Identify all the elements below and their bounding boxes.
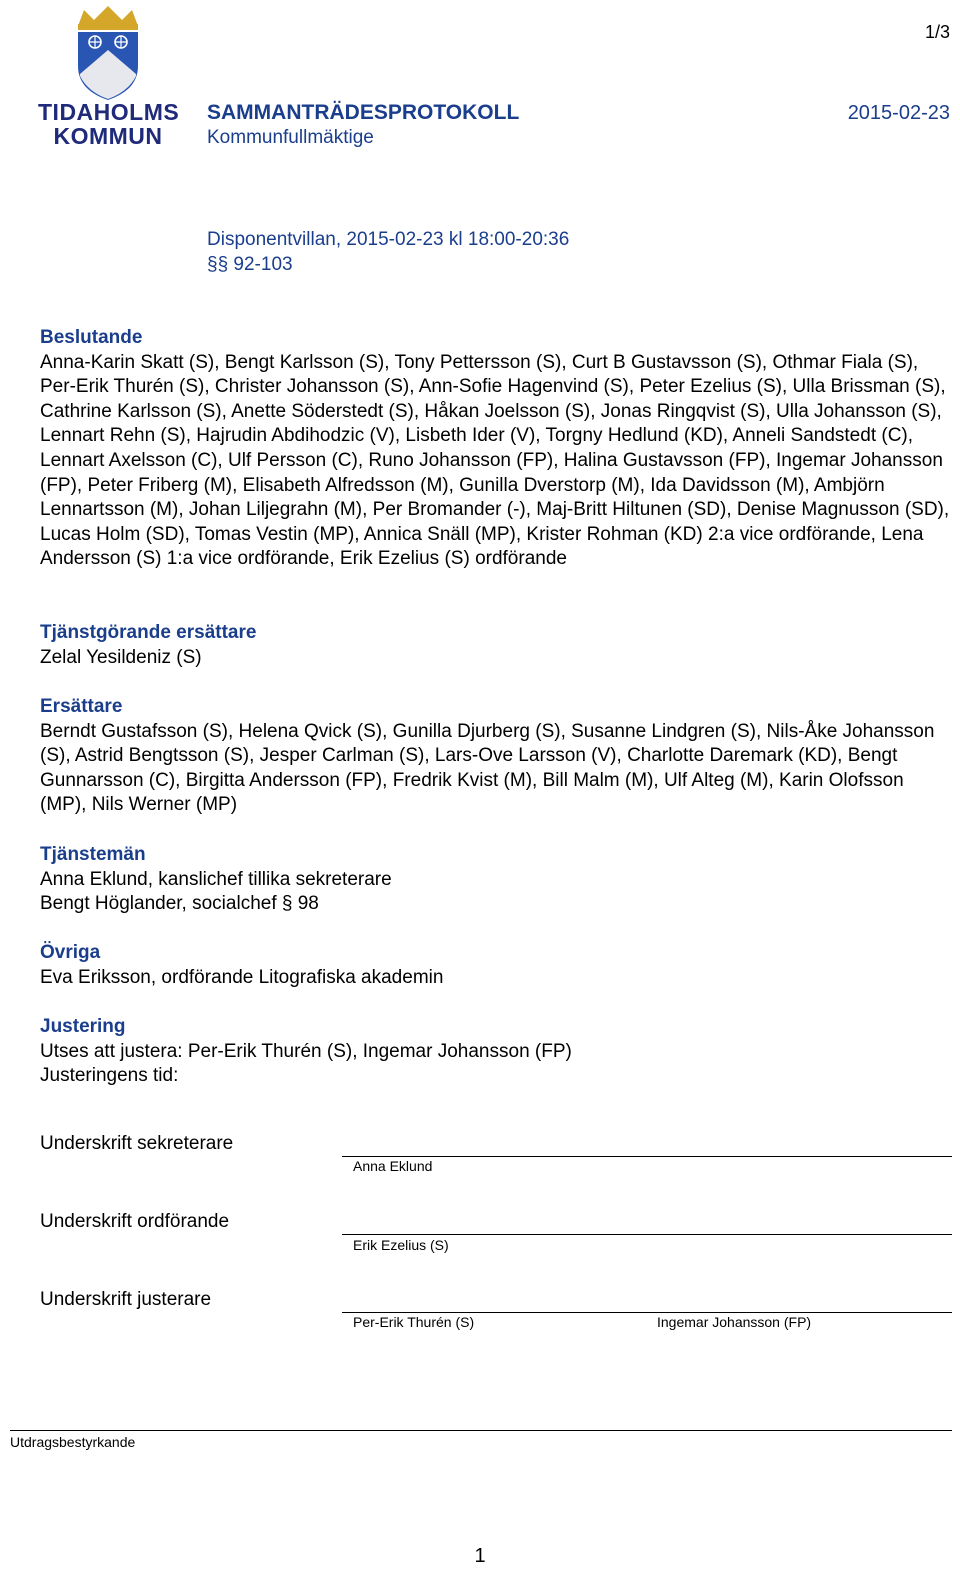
section-justering [40, 1015, 952, 1089]
section-heading: Övriga [40, 942, 101, 963]
secretary-signature-label: Underskrift sekreterare [40, 1133, 234, 1154]
section-text: Eva Eriksson, ordförande Litografiska akademin [40, 966, 444, 988]
footer-label: Utdragsbestyrkande [10, 1434, 136, 1450]
secretary-signature-line [342, 1156, 952, 1157]
document-title: SAMMANTRÄDESPROTOKOLL [207, 101, 520, 124]
footer-page-number: 1 [474, 1545, 486, 1567]
page-indicator: 1/3 [924, 22, 950, 42]
section-tjanstemen [40, 843, 952, 917]
section-ovriga [40, 941, 952, 990]
section-heading: Tjänstgörande ersättare [40, 622, 257, 643]
coat-of-arms-icon [38, 4, 178, 104]
chair-signature-line [342, 1234, 952, 1235]
section-tjanstgorande [40, 621, 952, 670]
logo-text-line2: KOMMUN [53, 123, 163, 149]
section-heading: Tjänstemän [40, 844, 146, 865]
adjuster-name-2: Ingemar Johansson (FP) [657, 1314, 812, 1330]
section-ersattare [40, 695, 952, 818]
section-heading: Ersättare [40, 696, 123, 717]
section-line: Justeringens tid: [40, 1065, 179, 1087]
section-line: Anna Eklund, kanslichef tillika sekreterare [40, 868, 392, 890]
section-line: Utses att justera: Per-Erik Thurén (S), Ingemar Johansson (FP) [40, 1040, 572, 1062]
adjuster-signature-label: Underskrift justerare [40, 1289, 212, 1310]
chair-signature-label: Underskrift ordförande [40, 1211, 230, 1232]
adjuster-signature-line [342, 1312, 952, 1313]
document-subtitle: Kommunfullmäktige [207, 127, 374, 148]
meeting-place-time: Disponentvillan, 2015-02-23 kl 18:00-20:36 [207, 229, 570, 250]
section-text: Berndt Gustafsson (S), Helena Qvick (S), Gunilla Djurberg (S), Susanne Lindgren (S), Nils-Åke Johansson (S), Astrid Bengtsson (S), Jesper Carlman (S), Lars-Ove Larsson (V), Charlotte Daremark (KD), Bengt Gunnarsson (C), Birgitta Andersson (FP), Fredrik Kvist (M), Bill Malm (M), Ulf Alteg (M), Karin Olofsson (MP), Nils Werner (MP) [40, 720, 935, 816]
meeting-paragraphs: §§ 92-103 [207, 254, 293, 275]
logo-text-line1: TIDAHOLMS [38, 99, 180, 125]
section-text: Zelal Yesildeniz (S) [40, 646, 202, 668]
document-date: 2015-02-23 [847, 102, 950, 124]
section-line: Bengt Höglander, socialchef § 98 [40, 893, 319, 915]
footer-line [10, 1430, 952, 1431]
secretary-name: Anna Eklund [353, 1158, 433, 1174]
section-heading: Justering [40, 1016, 126, 1037]
chair-name: Erik Ezelius (S) [353, 1237, 449, 1253]
section-beslutande [40, 326, 952, 572]
section-text: Anna-Karin Skatt (S), Bengt Karlsson (S), Tony Pettersson (S), Curt B Gustavsson (S), Othmar Fiala (S), Per-Erik Thurén (S), Christer Johansson (S), Ann-Sofie Hagenvind (S), Peter Ezelius (S), Ulla Brissman (S), Cathrine Karlsson (S), Anette Söderstedt (S), Håkan Joelsson (S), Jonas Ringqvist (S), Ulla Johansson (S), Lennart Rehn (S), Hajrudin Abdihodzic (V), Lisbeth Ider (V), Torgny Hedlund (KD), Anneli Sandstedt (C), Lennart Axelsson (C), Ulf Persson (C), Runo Johansson (FP), Halina Gustavsson (FP), Ingemar Johansson (FP), Peter Friberg (M), Elisabeth Alfredsson (M), Gunilla Dverstorp (M), Ida Davidsson (M), Ambjörn Lennartsson (M), Johan Liljegrahn (M), Per Bromander (-), Maj-Britt Hiltunen (SD), Denise Magnusson (SD), Lucas Holm (SD), Tomas Vestin (MP), Annica Snäll (MP), Krister Rohman (KD) 2:a vice ordförande, Lena Andersson (S) 1:a vice ordförande, Erik Ezelius (S) ordförande [40, 351, 950, 570]
section-heading: Beslutande [40, 327, 143, 348]
municipality-logo [38, 4, 178, 154]
adjuster-name-1: Per-Erik Thurén (S) [353, 1314, 475, 1330]
